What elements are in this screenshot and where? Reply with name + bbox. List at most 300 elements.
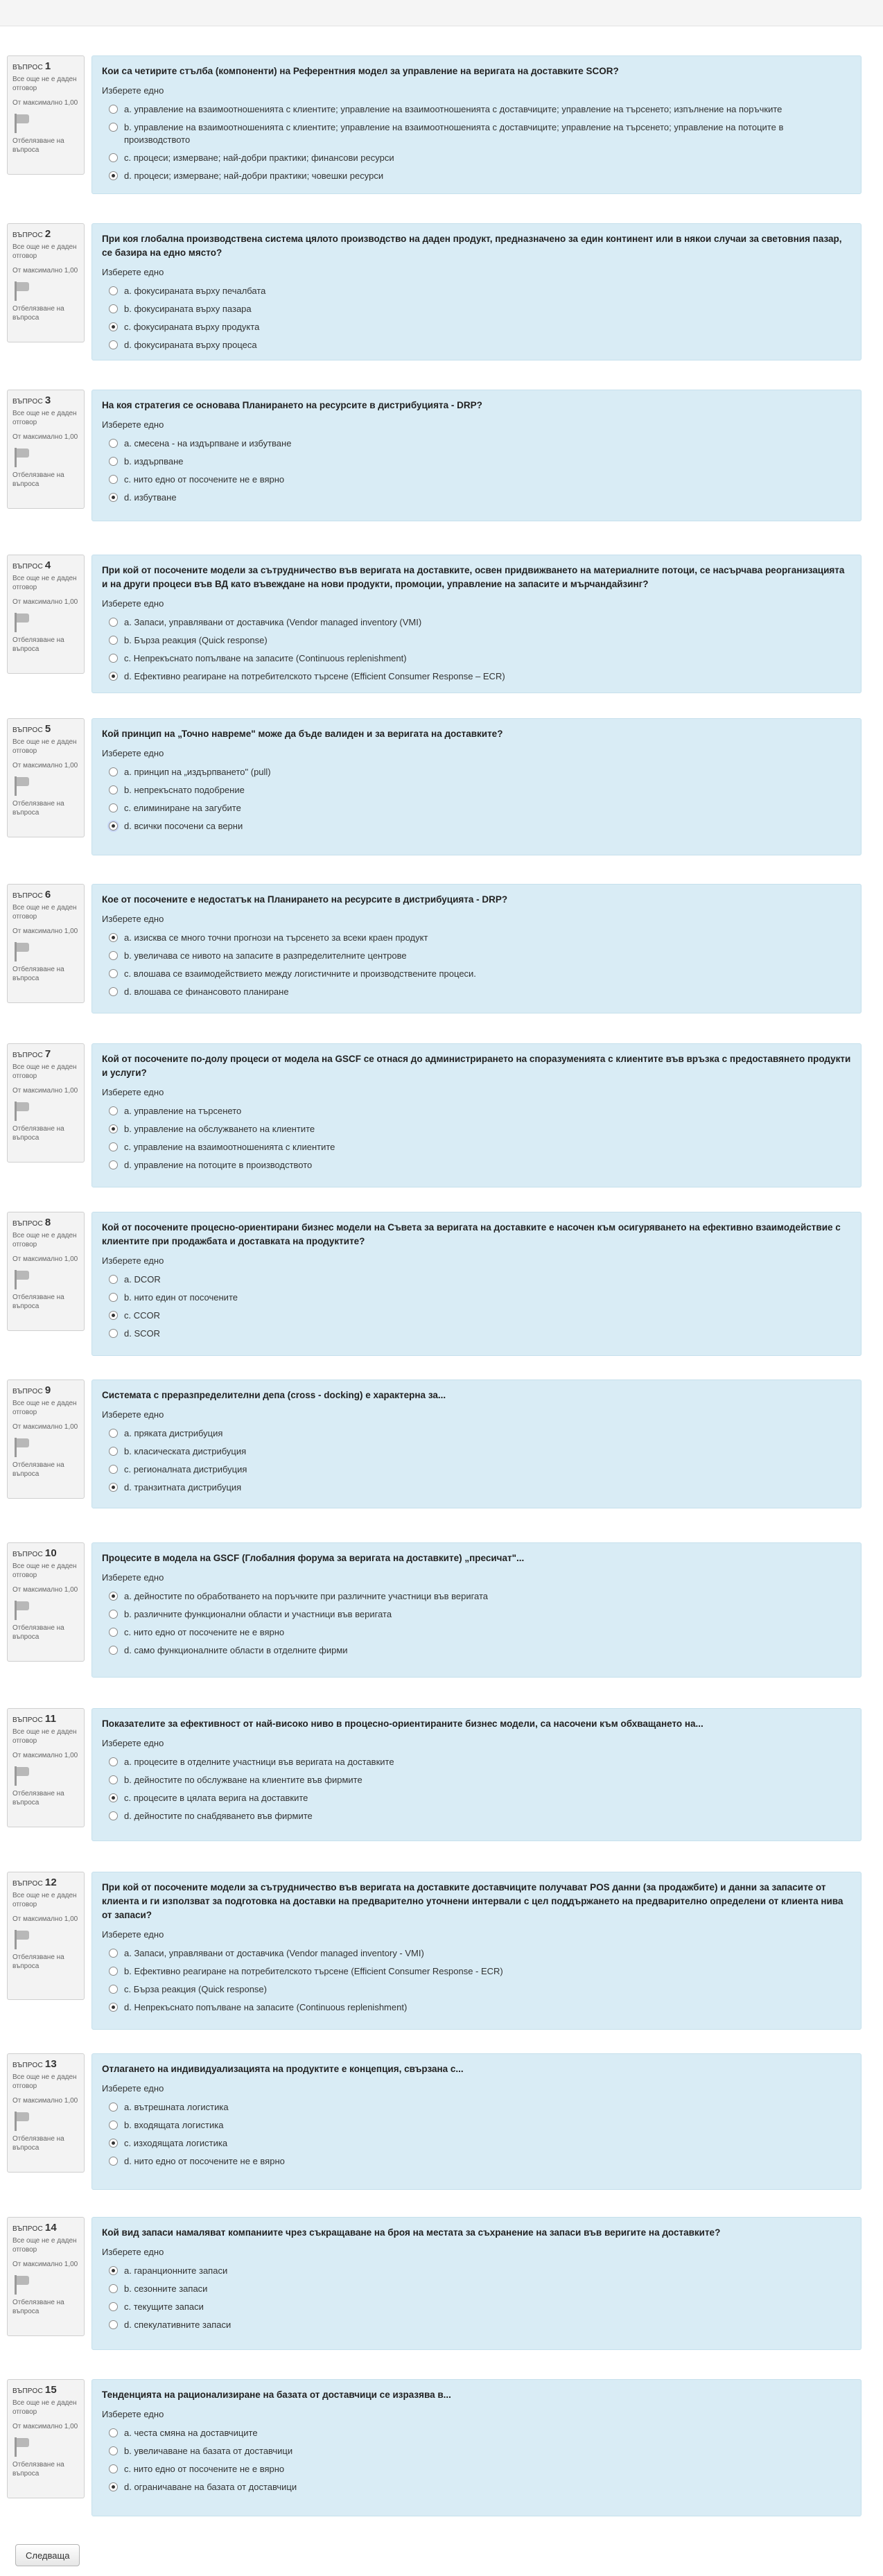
answer-option-label[interactable]: d. фокусираната върху процеса xyxy=(124,340,257,350)
answer-options xyxy=(102,2424,851,2496)
answer-option-label[interactable]: c. изходящата логистика xyxy=(124,2138,228,2148)
question-grade: От максимално 1,00 xyxy=(12,762,78,769)
flag-icon[interactable] xyxy=(12,113,30,134)
flag-icon[interactable] xyxy=(12,2111,30,2132)
radio-button-selected[interactable] xyxy=(109,171,118,180)
answer-option-label[interactable]: d. спекулативните запаси xyxy=(124,2320,231,2330)
answer-option-label[interactable]: b. дейностите по обслужване на клиентите във фирмите xyxy=(124,1775,362,1785)
answer-option[interactable] xyxy=(102,2442,851,2460)
answer-option[interactable] xyxy=(102,1425,851,1443)
answer-option[interactable] xyxy=(102,453,851,471)
answer-option-label[interactable]: c. влошава се взаимодействието между логистичните и производствените процеси. xyxy=(124,968,476,979)
answer-option[interactable] xyxy=(102,1789,851,1807)
radio-button[interactable] xyxy=(109,2464,118,2473)
answer-option[interactable] xyxy=(102,435,851,453)
answer-option[interactable] xyxy=(102,947,851,965)
answer-option-label[interactable]: d. процеси; измерване; най-добри практики; човешки ресурси xyxy=(124,171,384,181)
question-info xyxy=(7,2053,85,2173)
question-number: 14 xyxy=(44,2222,57,2234)
question-block xyxy=(7,718,862,855)
answer-option[interactable] xyxy=(102,1999,851,2017)
question-state: Все още не е даден отговор xyxy=(12,738,77,755)
answer-option[interactable] xyxy=(102,965,851,983)
radio-button[interactable] xyxy=(109,1106,118,1115)
radio-button[interactable] xyxy=(109,2446,118,2455)
radio-button[interactable] xyxy=(109,1293,118,1302)
answer-option[interactable] xyxy=(102,1624,851,1642)
radio-button[interactable] xyxy=(109,123,118,132)
radio-button-selected[interactable] xyxy=(109,1311,118,1320)
question-grade: От максимално 1,00 xyxy=(12,2423,78,2430)
answer-option-label[interactable]: a. управление на взаимоотношенията с клиентите; управление на взаимоотношенията с доставчиците; управление на търсенето; изпълнение на поръчките xyxy=(124,104,783,114)
answer-option-label[interactable]: d. влошава се финансовото планиране xyxy=(124,986,289,997)
answer-options xyxy=(102,435,851,507)
radio-button[interactable] xyxy=(109,1429,118,1438)
answer-option-label[interactable]: d. SCOR xyxy=(124,1328,161,1339)
question-number-heading xyxy=(12,2223,79,2234)
radio-button[interactable] xyxy=(109,969,118,978)
radio-button[interactable] xyxy=(109,457,118,466)
answer-option-label[interactable]: b. непрекъснато подобрение xyxy=(124,785,245,795)
flag-label[interactable]: Отбелязване на въпроса xyxy=(12,2461,64,2478)
radio-button[interactable] xyxy=(109,2302,118,2311)
question-text: Кой от посочените по-долу процеси от модела на GSCF се отнася до администрирането на споразуменията с клиентите във връзка с предоставянето продукти и услуги? xyxy=(102,1054,851,1078)
answer-option[interactable] xyxy=(102,1325,851,1343)
radio-button[interactable] xyxy=(109,2121,118,2130)
radio-button[interactable] xyxy=(109,1628,118,1637)
answer-options xyxy=(102,1271,851,1343)
question-info xyxy=(7,1872,85,2000)
radio-button-selected[interactable] xyxy=(109,1793,118,1802)
answer-option-label[interactable]: c. CCOR xyxy=(124,1310,160,1321)
question-word: ВЪПРОС xyxy=(12,1880,43,1888)
answer-option-label[interactable]: a. процесите в отделните участници във веригата на доставките xyxy=(124,1757,394,1767)
radio-button[interactable] xyxy=(109,1610,118,1619)
question-word: ВЪПРОС xyxy=(12,232,43,239)
next-button[interactable]: Следваща xyxy=(15,2544,80,2566)
answer-option-label[interactable]: b. класическата дистрибуция xyxy=(124,1446,247,1456)
answer-option[interactable] xyxy=(102,1807,851,1825)
question-number: 10 xyxy=(44,1547,57,1559)
question-grade: От максимално 1,00 xyxy=(12,267,78,275)
answer-option[interactable] xyxy=(102,1102,851,1120)
answer-option[interactable] xyxy=(102,613,851,632)
question-state: Все още не е даден отговор xyxy=(12,1563,77,1579)
answer-option-label[interactable]: b. издърпване xyxy=(124,456,184,467)
question-info xyxy=(7,718,85,837)
answer-option-label[interactable]: d. управление на потоците в производството xyxy=(124,1160,313,1170)
answer-option-label[interactable]: b. различните функционални области и участници във веригата xyxy=(124,1609,392,1619)
answer-option[interactable] xyxy=(102,282,851,300)
answer-option-label[interactable]: a. управление на търсенето xyxy=(124,1106,242,1116)
answer-option[interactable] xyxy=(102,2262,851,2280)
flag-icon[interactable] xyxy=(12,281,30,302)
answer-option[interactable] xyxy=(102,929,851,947)
question-word: ВЪПРОС xyxy=(12,1551,43,1558)
answer-option-label[interactable]: a. пряката дистрибуция xyxy=(124,1428,223,1438)
answer-option[interactable] xyxy=(102,2280,851,2298)
answer-option-label[interactable]: b. нито един от посочените xyxy=(124,1292,238,1303)
answer-option-label[interactable]: c. нито едно от посочените не е вярно xyxy=(124,1627,285,1637)
answer-option[interactable] xyxy=(102,632,851,650)
radio-button[interactable] xyxy=(109,1646,118,1655)
question-info xyxy=(7,555,85,674)
question-block xyxy=(7,1708,862,1841)
answer-option-label[interactable]: c. фокусираната върху продукта xyxy=(124,322,260,332)
radio-button-selected[interactable] xyxy=(109,821,118,830)
flag-question-toggle[interactable] xyxy=(12,1600,79,1642)
radio-button[interactable] xyxy=(109,1447,118,1456)
answer-options xyxy=(102,929,851,1001)
radio-button[interactable] xyxy=(109,636,118,645)
answer-option-label[interactable]: b. управление на обслужването на клиентите xyxy=(124,1124,315,1134)
question-word: ВЪПРОС xyxy=(12,2387,43,2395)
radio-button[interactable] xyxy=(109,951,118,960)
flag-question-toggle[interactable] xyxy=(12,281,79,322)
flag-icon[interactable] xyxy=(12,612,30,633)
flag-icon[interactable] xyxy=(12,447,30,468)
question-block xyxy=(7,884,862,1013)
answer-option-label[interactable]: b. Ефективно реагиране на потребителското търсене (Efficient Consumer Response - ECR) xyxy=(124,1966,503,1976)
answer-option[interactable] xyxy=(102,1587,851,1605)
question-text: При кой от посочените модели за сътрудничество във веригата на доставките, освен придвижването на материалните потоци, се насърчава реорганизацията и на други процеси във ВД като въвеждане на нови продукти, промоции, управление на запасите и мърчандайзинг? xyxy=(102,565,845,589)
flag-label[interactable]: Отбелязване на въпроса xyxy=(12,1294,64,1310)
answer-options xyxy=(102,1587,851,1660)
answer-option-label[interactable]: d. Ефективно реагиране на потребителското търсене (Efficient Consumer Response – ECR) xyxy=(124,671,505,681)
question-number-heading xyxy=(12,396,79,406)
answer-option[interactable] xyxy=(102,1307,851,1325)
question-content xyxy=(91,1708,862,1841)
radio-button[interactable] xyxy=(109,1985,118,1994)
flag-question-toggle[interactable] xyxy=(12,113,79,155)
question-info xyxy=(7,1542,85,1662)
question-number: 3 xyxy=(44,394,51,406)
answer-option[interactable] xyxy=(102,2134,851,2152)
question-info xyxy=(7,223,85,342)
answer-prompt: Изберете едно xyxy=(102,1087,164,1097)
question-content xyxy=(91,223,862,360)
answer-option-label[interactable]: d. ограничаване на базата от доставчици xyxy=(124,2482,297,2492)
flag-question-toggle[interactable] xyxy=(12,776,79,817)
answer-prompt: Изберете едно xyxy=(102,748,164,758)
radio-button[interactable] xyxy=(109,767,118,776)
answer-option-label[interactable]: d. само функционалните области в отделните фирми xyxy=(124,1645,348,1655)
answer-option-label[interactable]: c. елиминиране на загубите xyxy=(124,803,241,813)
radio-button[interactable] xyxy=(109,1949,118,1958)
radio-button[interactable] xyxy=(109,2157,118,2166)
answer-option[interactable] xyxy=(102,489,851,507)
answer-option-label[interactable]: a. фокусираната върху печалбата xyxy=(124,286,266,296)
flag-question-toggle[interactable] xyxy=(12,1269,79,1311)
answer-option-label[interactable]: a. честа смяна на доставчиците xyxy=(124,2428,258,2438)
question-grade: От максимално 1,00 xyxy=(12,1752,78,1759)
answer-option[interactable] xyxy=(102,1963,851,1981)
question-text: При кой от посочените модели за сътрудничество във веригата на доставките доставчиците получават POS данни (за продажбите) и данни за запасите от клиента и ги използват за подготовка на доставки на предварително уточнени интервали с цел поддържането на предварително определени от клиента нива от запаси? xyxy=(102,1882,843,1920)
radio-button[interactable] xyxy=(109,439,118,448)
question-state: Все още не е даден отговор xyxy=(12,2237,77,2254)
question-block xyxy=(7,1043,862,1187)
radio-button[interactable] xyxy=(109,475,118,484)
answer-option[interactable] xyxy=(102,2424,851,2442)
question-text: Кои са четирите стълба (компоненти) на Референтния модел за управление на веригата на доставките SCOR? xyxy=(102,66,619,76)
question-grade: От максимално 1,00 xyxy=(12,1586,78,1594)
answer-option[interactable] xyxy=(102,763,851,781)
radio-button[interactable] xyxy=(109,2103,118,2112)
radio-button-selected[interactable] xyxy=(109,2482,118,2491)
flag-label[interactable]: Отбелязване на въпроса xyxy=(12,2135,64,2152)
question-info xyxy=(7,1380,85,1499)
answer-option-label[interactable]: c. текущите запаси xyxy=(124,2301,204,2312)
flag-label[interactable]: Отбелязване на въпроса xyxy=(12,966,64,982)
question-state: Все още не е даден отговор xyxy=(12,1892,77,1908)
answer-option-label[interactable]: b. управление на взаимоотношенията с клиентите; управление на взаимоотношенията с доставчиците; управление на търсенето; управление на потоците в производството xyxy=(124,122,784,145)
radio-button[interactable] xyxy=(109,785,118,794)
answer-option[interactable] xyxy=(102,1771,851,1789)
answer-option-label[interactable]: c. нито едно от посочените не е вярно xyxy=(124,474,285,485)
answer-option[interactable] xyxy=(102,781,851,799)
answer-options xyxy=(102,1944,851,2017)
question-text: Отлагането на индивидуализацията на продуктите е концепция, свързана с... xyxy=(102,2064,464,2074)
answer-option[interactable] xyxy=(102,1289,851,1307)
answer-option-label[interactable]: d. избутване xyxy=(124,492,177,503)
question-state: Все още не е даден отговор xyxy=(12,2073,77,2090)
radio-button-selected[interactable] xyxy=(109,1592,118,1601)
answer-option[interactable] xyxy=(102,1443,851,1461)
flag-label[interactable]: Отбелязване на въпроса xyxy=(12,2299,64,2315)
radio-button[interactable] xyxy=(109,654,118,663)
question-number: 11 xyxy=(44,1713,57,1725)
question-text: Кой вид запаси намаляват компаниите чрез съкращаване на броя на местата за съхранение на запаси във веригите на доставките? xyxy=(102,2227,721,2238)
question-word: ВЪПРОС xyxy=(12,398,43,406)
answer-option[interactable] xyxy=(102,1156,851,1174)
question-state: Все още не е даден отговор xyxy=(12,1728,77,1745)
flag-question-toggle[interactable] xyxy=(12,1437,79,1479)
flag-label[interactable]: Отбелязване на въпроса xyxy=(12,1953,64,1970)
answer-option-label[interactable]: a. смесена - на издърпване и избутване xyxy=(124,438,292,449)
flag-question-toggle[interactable] xyxy=(12,2437,79,2478)
answer-option[interactable] xyxy=(102,1981,851,1999)
answer-option[interactable] xyxy=(102,799,851,817)
answer-option-label[interactable]: a. гаранционните запаси xyxy=(124,2265,228,2276)
answer-option-label[interactable]: a. Запаси, управлявани от доставчика (Vendor managed inventory - VMI) xyxy=(124,1948,424,1958)
flag-question-toggle[interactable] xyxy=(12,447,79,489)
radio-button-selected[interactable] xyxy=(109,1483,118,1492)
radio-button[interactable] xyxy=(109,2284,118,2293)
question-block xyxy=(7,2379,862,2516)
question-block xyxy=(7,390,862,521)
flag-icon[interactable] xyxy=(12,941,30,962)
flag-label[interactable]: Отбелязване на въпроса xyxy=(12,1624,64,1641)
flag-question-toggle[interactable] xyxy=(12,2274,79,2316)
radio-button-selected[interactable] xyxy=(109,933,118,942)
answer-option-label[interactable]: d. дейностите по снабдяването във фирмите xyxy=(124,1811,313,1821)
flag-label[interactable]: Отбелязване на въпроса xyxy=(12,1125,64,1142)
flag-icon[interactable] xyxy=(12,1766,30,1786)
answer-option-label[interactable]: d. Непрекъснато попълване на запасите (Continuous replenishment) xyxy=(124,2002,408,2012)
answer-option-label[interactable]: b. Бърза реакция (Quick response) xyxy=(124,635,268,645)
answer-option-label[interactable]: a. DCOR xyxy=(124,1274,161,1285)
answer-option[interactable] xyxy=(102,1642,851,1660)
answer-option-label[interactable]: b. сезонните запаси xyxy=(124,2283,208,2294)
radio-button[interactable] xyxy=(109,1275,118,1284)
radio-button[interactable] xyxy=(109,1465,118,1474)
answer-option[interactable] xyxy=(102,2298,851,2316)
flag-icon[interactable] xyxy=(12,1600,30,1621)
question-number-heading xyxy=(12,1878,79,1888)
answer-option-label[interactable]: a. вътрешната логистика xyxy=(124,2102,229,2112)
radio-button-selected[interactable] xyxy=(109,1124,118,1133)
question-number: 6 xyxy=(44,889,51,900)
radio-button[interactable] xyxy=(109,304,118,313)
question-content xyxy=(91,1542,862,1678)
question-text: Системата с преразпределителни депа (cross - docking) е характерна за... xyxy=(102,1390,446,1400)
radio-button[interactable] xyxy=(109,803,118,812)
answer-option-label[interactable]: c. Непрекъснато попълване на запасите (Continuous replenishment) xyxy=(124,653,407,663)
question-number-heading xyxy=(12,1050,79,1060)
question-number-heading xyxy=(12,1549,79,1559)
radio-button[interactable] xyxy=(109,1329,118,1338)
flag-label[interactable]: Отбелязване на въпроса xyxy=(12,800,64,817)
answer-option-label[interactable]: c. Бърза реакция (Quick response) xyxy=(124,1984,267,1994)
flag-icon[interactable] xyxy=(12,1101,30,1122)
question-info xyxy=(7,2217,85,2336)
radio-button-selected[interactable] xyxy=(109,672,118,681)
answer-option[interactable] xyxy=(102,101,851,119)
question-text: Кое от посочените е недостатък на Планирането на ресурсите в дистрибуцията - DRP? xyxy=(102,894,508,905)
radio-button[interactable] xyxy=(109,105,118,114)
radio-button[interactable] xyxy=(109,987,118,996)
radio-button-selected[interactable] xyxy=(109,493,118,502)
answer-option[interactable] xyxy=(102,2116,851,2134)
answer-option-label[interactable]: b. входящата логистика xyxy=(124,2120,224,2130)
answer-option[interactable] xyxy=(102,119,851,149)
answer-option-label[interactable]: c. регионалната дистрибуция xyxy=(124,1464,247,1474)
radio-button-selected[interactable] xyxy=(109,322,118,331)
flag-label[interactable]: Отбелязване на въпроса xyxy=(12,137,64,154)
flag-question-toggle[interactable] xyxy=(12,941,79,983)
answer-option-label[interactable]: c. управление на взаимоотношенията с клиентите xyxy=(124,1142,335,1152)
answer-option-label[interactable]: d. транзитната дистрибуция xyxy=(124,1482,242,1492)
answer-option-label[interactable]: a. Запаси, управлявани от доставчика (Vendor managed inventory (VMI) xyxy=(124,617,422,627)
answer-option-label[interactable]: a. изисква се много точни прогнози на търсенето за всеки краен продукт xyxy=(124,932,428,943)
flag-label[interactable]: Отбелязване на въпроса xyxy=(12,1461,64,1478)
question-block xyxy=(7,555,862,693)
radio-button[interactable] xyxy=(109,153,118,162)
flag-label[interactable]: Отбелязване на въпроса xyxy=(12,1790,64,1807)
answer-option[interactable] xyxy=(102,2098,851,2116)
question-word: ВЪПРОС xyxy=(12,1388,43,1395)
answer-prompt: Изберете едно xyxy=(102,2409,164,2419)
flag-label[interactable]: Отбелязване на въпроса xyxy=(12,305,64,322)
answer-option-label[interactable]: c. процеси; измерване; най-добри практики; финансови ресурси xyxy=(124,153,394,163)
answer-option[interactable] xyxy=(102,300,851,318)
radio-button[interactable] xyxy=(109,1775,118,1784)
answer-option[interactable] xyxy=(102,817,851,835)
radio-button[interactable] xyxy=(109,1142,118,1151)
answer-option[interactable] xyxy=(102,2316,851,2334)
radio-button-selected[interactable] xyxy=(109,2139,118,2148)
answer-option[interactable] xyxy=(102,318,851,336)
flag-label[interactable]: Отбелязване на въпроса xyxy=(12,636,64,653)
question-word: ВЪПРОС xyxy=(12,1716,43,1724)
flag-icon[interactable] xyxy=(12,1437,30,1458)
question-number: 12 xyxy=(44,1877,57,1888)
answer-option[interactable] xyxy=(102,668,851,686)
question-content xyxy=(91,2053,862,2190)
flag-question-toggle[interactable] xyxy=(12,612,79,654)
answer-option[interactable] xyxy=(102,2460,851,2478)
answer-option[interactable] xyxy=(102,2478,851,2496)
radio-button-selected[interactable] xyxy=(109,2266,118,2275)
answer-option[interactable] xyxy=(102,471,851,489)
answer-option[interactable] xyxy=(102,1944,851,1963)
answer-option-label[interactable]: d. нито едно от посочените не е вярно xyxy=(124,2156,285,2166)
question-grade: От максимално 1,00 xyxy=(12,433,78,441)
flag-icon[interactable] xyxy=(12,776,30,797)
answer-option-label[interactable]: a. принцип на „издърпването" (pull) xyxy=(124,767,271,777)
flag-question-toggle[interactable] xyxy=(12,1929,79,1971)
answer-option[interactable] xyxy=(102,1753,851,1771)
question-word: ВЪПРОС xyxy=(12,64,43,71)
answer-option-label[interactable]: a. дейностите по обработването на поръчките при различните участници във веригата xyxy=(124,1591,489,1601)
answer-option-label[interactable]: b. фокусираната върху пазара xyxy=(124,304,252,314)
flag-icon[interactable] xyxy=(12,1929,30,1950)
answer-option[interactable] xyxy=(102,1461,851,1479)
answer-option[interactable] xyxy=(102,149,851,167)
question-state: Все още не е даден отговор xyxy=(12,2399,77,2416)
flag-question-toggle[interactable] xyxy=(12,2111,79,2152)
radio-button[interactable] xyxy=(109,2320,118,2329)
radio-button[interactable] xyxy=(109,340,118,349)
radio-button[interactable] xyxy=(109,286,118,295)
answer-prompt: Изберете едно xyxy=(102,1738,164,1748)
answer-option[interactable] xyxy=(102,983,851,1001)
radio-button-selected[interactable] xyxy=(109,2003,118,2012)
question-text: Кой от посочените процесно-ориентирани бизнес модели на Съвета за веригата на доставките е насочен към осигуряването на ефективно взаимодействие с клиентите при продажбата и доставката на продуктите? xyxy=(102,1222,841,1246)
radio-button[interactable] xyxy=(109,2428,118,2437)
answer-option-label[interactable]: b. увеличаване на базата от доставчици xyxy=(124,2446,293,2456)
radio-button[interactable] xyxy=(109,1811,118,1820)
flag-icon[interactable] xyxy=(12,1269,30,1290)
answer-option[interactable] xyxy=(102,1138,851,1156)
answer-option[interactable] xyxy=(102,167,851,185)
question-word: ВЪПРОС xyxy=(12,1052,43,1059)
answer-option[interactable] xyxy=(102,1120,851,1138)
question-text: На коя стратегия се основава Планирането на ресурсите в дистрибуцията - DRP? xyxy=(102,400,482,410)
radio-button[interactable] xyxy=(109,1757,118,1766)
answer-option[interactable] xyxy=(102,1605,851,1624)
answer-option[interactable] xyxy=(102,336,851,354)
radio-button[interactable] xyxy=(109,1967,118,1976)
answer-option[interactable] xyxy=(102,650,851,668)
answer-option-label[interactable]: b. увеличава се нивото на запасите в разпределителните центрове xyxy=(124,950,407,961)
answer-option[interactable] xyxy=(102,2152,851,2170)
flag-question-toggle[interactable] xyxy=(12,1101,79,1142)
radio-button[interactable] xyxy=(109,618,118,627)
answer-option-label[interactable]: c. нито едно от посочените не е вярно xyxy=(124,2464,285,2474)
flag-label[interactable]: Отбелязване на въпроса xyxy=(12,471,64,488)
answer-option[interactable] xyxy=(102,1479,851,1497)
answer-option[interactable] xyxy=(102,1271,851,1289)
flag-icon[interactable] xyxy=(12,2274,30,2295)
answer-option-label[interactable]: d. всички посочени са верни xyxy=(124,821,243,831)
flag-question-toggle[interactable] xyxy=(12,1766,79,1807)
flag-icon[interactable] xyxy=(12,2437,30,2457)
question-word: ВЪПРОС xyxy=(12,892,43,900)
radio-button[interactable] xyxy=(109,1160,118,1169)
question-content xyxy=(91,2217,862,2350)
answer-option-label[interactable]: c. процесите в цялата верига на доставките xyxy=(124,1793,308,1803)
